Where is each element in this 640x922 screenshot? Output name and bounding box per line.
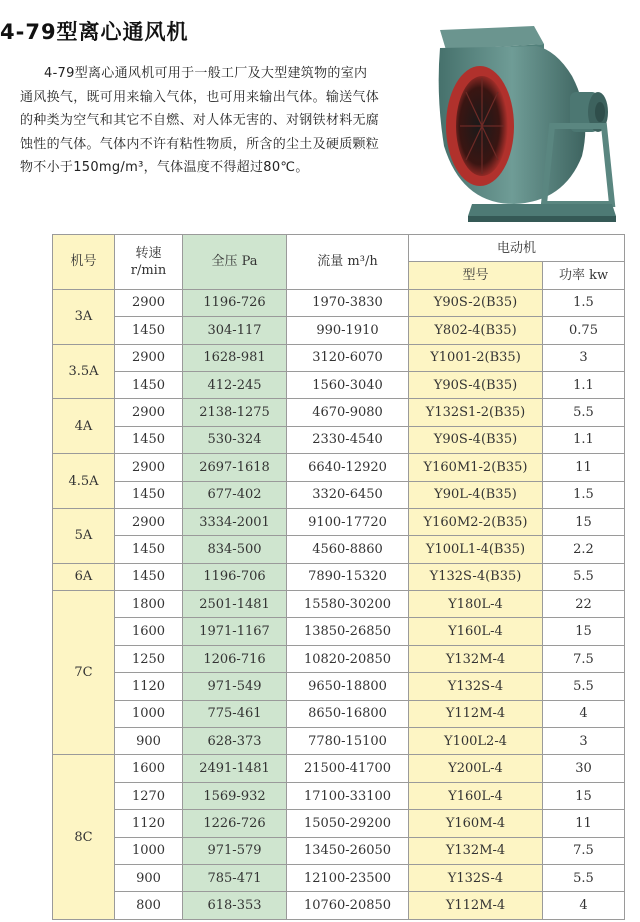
cell-motor-power: 5.5 [543, 673, 625, 700]
cell-flow: 3320-6450 [287, 481, 409, 508]
cell-motor-type: Y132M-4 [409, 645, 543, 672]
cell-motor-power: 30 [543, 755, 625, 782]
cell-motor-power: 3 [543, 728, 625, 755]
cell-flow: 4670-9080 [287, 399, 409, 426]
table-row [53, 700, 625, 727]
cell-speed: 1250 [115, 645, 183, 672]
cell-speed: 900 [115, 728, 183, 755]
header-motor: 电动机 [409, 235, 625, 262]
cell-speed: 1450 [115, 371, 183, 398]
cell-speed: 1450 [115, 317, 183, 344]
cell-pressure: 971-579 [183, 837, 287, 864]
cell-speed: 800 [115, 892, 183, 919]
cell-speed: 1600 [115, 618, 183, 645]
table-row [53, 810, 625, 837]
cell-motor-type: Y112M-4 [409, 700, 543, 727]
cell-model: 5A [53, 508, 115, 563]
cell-pressure: 618-353 [183, 892, 287, 919]
cell-flow: 15580-30200 [287, 591, 409, 618]
cell-speed: 2900 [115, 454, 183, 481]
table-row [53, 317, 625, 344]
cell-flow: 8650-16800 [287, 700, 409, 727]
cell-flow: 12100-23500 [287, 864, 409, 891]
cell-motor-power: 15 [543, 618, 625, 645]
cell-motor-power: 1.5 [543, 289, 625, 316]
cell-motor-power: 5.5 [543, 864, 625, 891]
cell-motor-type: Y132S-4 [409, 673, 543, 700]
cell-motor-type: Y90L-4(B35) [409, 481, 543, 508]
cell-speed: 900 [115, 864, 183, 891]
table-row [53, 728, 625, 755]
cell-motor-power: 7.5 [543, 645, 625, 672]
cell-speed: 1120 [115, 673, 183, 700]
header-pressure: 全压 Pa [183, 235, 287, 290]
table-row [53, 508, 625, 535]
cell-motor-power: 15 [543, 508, 625, 535]
cell-flow: 10760-20850 [287, 892, 409, 919]
cell-pressure: 628-373 [183, 728, 287, 755]
cell-pressure: 785-471 [183, 864, 287, 891]
cell-motor-power: 4 [543, 892, 625, 919]
cell-motor-power: 3 [543, 344, 625, 371]
cell-speed: 2900 [115, 289, 183, 316]
cell-flow: 21500-41700 [287, 755, 409, 782]
cell-pressure: 412-245 [183, 371, 287, 398]
cell-pressure: 971-549 [183, 673, 287, 700]
cell-pressure: 2491-1481 [183, 755, 287, 782]
cell-pressure: 2697-1618 [183, 454, 287, 481]
cell-pressure: 677-402 [183, 481, 287, 508]
table-row [53, 371, 625, 398]
cell-motor-type: Y100L2-4 [409, 728, 543, 755]
cell-flow: 1970-3830 [287, 289, 409, 316]
cell-motor-power: 0.75 [543, 317, 625, 344]
cell-model: 8C [53, 755, 115, 919]
table-row [53, 673, 625, 700]
table-row [53, 426, 625, 453]
header-motor-power: 功率 kw [543, 262, 625, 289]
cell-flow: 2330-4540 [287, 426, 409, 453]
cell-pressure: 1628-981 [183, 344, 287, 371]
cell-motor-type: Y1001-2(B35) [409, 344, 543, 371]
cell-pressure: 1971-1167 [183, 618, 287, 645]
cell-flow: 13850-26850 [287, 618, 409, 645]
cell-speed: 1450 [115, 481, 183, 508]
cell-speed: 1450 [115, 536, 183, 563]
cell-pressure: 775-461 [183, 700, 287, 727]
cell-model: 3A [53, 289, 115, 344]
table-row [53, 399, 625, 426]
cell-flow: 7780-15100 [287, 728, 409, 755]
cell-flow: 4560-8860 [287, 536, 409, 563]
cell-flow: 15050-29200 [287, 810, 409, 837]
cell-motor-power: 5.5 [543, 399, 625, 426]
cell-flow: 6640-12920 [287, 454, 409, 481]
cell-motor-power: 15 [543, 782, 625, 809]
table-row [53, 618, 625, 645]
cell-motor-power: 7.5 [543, 837, 625, 864]
table-row [53, 591, 625, 618]
table-row [53, 536, 625, 563]
cell-motor-power: 2.2 [543, 536, 625, 563]
header-flow: 流量 m³/h [287, 235, 409, 290]
cell-model: 4.5A [53, 454, 115, 509]
cell-pressure: 304-117 [183, 317, 287, 344]
cell-pressure: 2501-1481 [183, 591, 287, 618]
cell-motor-type: Y90S-4(B35) [409, 426, 543, 453]
table-row [53, 344, 625, 371]
cell-pressure: 834-500 [183, 536, 287, 563]
table-row [53, 864, 625, 891]
cell-speed: 1270 [115, 782, 183, 809]
centrifugal-fan-photo-icon [432, 26, 616, 222]
cell-motor-type: Y132S-4 [409, 864, 543, 891]
cell-motor-power: 22 [543, 591, 625, 618]
header-speed-label: 转速 [135, 245, 162, 261]
cell-motor-type: Y132S1-2(B35) [409, 399, 543, 426]
page-title: 4-79型离心通风机 [0, 20, 189, 44]
cell-model: 6A [53, 563, 115, 590]
cell-motor-type: Y160L-4 [409, 618, 543, 645]
cell-pressure: 2138-1275 [183, 399, 287, 426]
fan-spec-table [52, 234, 625, 920]
cell-motor-power: 1.1 [543, 371, 625, 398]
cell-flow: 3120-6070 [287, 344, 409, 371]
cell-motor-type: Y132S-4(B35) [409, 563, 543, 590]
cell-speed: 2900 [115, 344, 183, 371]
cell-motor-type: Y90S-4(B35) [409, 371, 543, 398]
table-row [53, 782, 625, 809]
cell-model: 3.5A [53, 344, 115, 399]
cell-motor-power: 1.1 [543, 426, 625, 453]
cell-speed: 1000 [115, 837, 183, 864]
cell-speed: 2900 [115, 399, 183, 426]
table-row [53, 645, 625, 672]
cell-model: 7C [53, 591, 115, 755]
cell-motor-type: Y90S-2(B35) [409, 289, 543, 316]
cell-pressure: 530-324 [183, 426, 287, 453]
cell-flow: 10820-20850 [287, 645, 409, 672]
cell-motor-type: Y100L1-4(B35) [409, 536, 543, 563]
cell-pressure: 1226-726 [183, 810, 287, 837]
cell-flow: 17100-33100 [287, 782, 409, 809]
intro-paragraph: 4-79型离心通风机可用于一般工厂及大型建筑物的室内通风换气，既可用来输入气体，也可用来输出气体。输送气体的种类为空气和其它不自燃、对人体无害的、对钢铁材料无腐蚀性的气体。气体内不许有粘性物质，所含的尘土及硬质颗粒物不小于150mg/m³，气体温度不得超过80℃。 [20, 66, 380, 175]
cell-speed: 1800 [115, 591, 183, 618]
cell-pressure: 1206-716 [183, 645, 287, 672]
table-row [53, 755, 625, 782]
cell-motor-type: Y200L-4 [409, 755, 543, 782]
cell-motor-power: 5.5 [543, 563, 625, 590]
cell-speed: 1600 [115, 755, 183, 782]
table-row [53, 837, 625, 864]
cell-flow: 9100-17720 [287, 508, 409, 535]
cell-motor-type: Y132M-4 [409, 837, 543, 864]
table-row [53, 289, 625, 316]
cell-motor-power: 4 [543, 700, 625, 727]
cell-flow: 7890-15320 [287, 563, 409, 590]
header-motor-type: 型号 [409, 262, 543, 289]
cell-pressure: 1196-706 [183, 563, 287, 590]
table-row [53, 563, 625, 590]
cell-model: 4A [53, 399, 115, 454]
cell-motor-type: Y160M2-2(B35) [409, 508, 543, 535]
cell-speed: 1450 [115, 426, 183, 453]
table-row [53, 481, 625, 508]
header-model: 机号 [53, 235, 115, 290]
cell-motor-type: Y160L-4 [409, 782, 543, 809]
cell-motor-type: Y160M1-2(B35) [409, 454, 543, 481]
cell-motor-type: Y160M-4 [409, 810, 543, 837]
cell-pressure: 1569-932 [183, 782, 287, 809]
header-speed [115, 235, 183, 290]
table-row [53, 892, 625, 919]
cell-motor-type: Y802-4(B35) [409, 317, 543, 344]
cell-flow: 9650-18800 [287, 673, 409, 700]
header-speed-unit: r/min [130, 262, 167, 278]
cell-motor-power: 1.5 [543, 481, 625, 508]
cell-flow: 1560-3040 [287, 371, 409, 398]
cell-speed: 1450 [115, 563, 183, 590]
cell-pressure: 1196-726 [183, 289, 287, 316]
cell-flow: 13450-26050 [287, 837, 409, 864]
cell-motor-power: 11 [543, 810, 625, 837]
table-row [53, 454, 625, 481]
cell-flow: 990-1910 [287, 317, 409, 344]
cell-motor-type: Y112M-4 [409, 892, 543, 919]
cell-pressure: 3334-2001 [183, 508, 287, 535]
cell-motor-type: Y180L-4 [409, 591, 543, 618]
cell-motor-power: 11 [543, 454, 625, 481]
cell-speed: 2900 [115, 508, 183, 535]
cell-speed: 1000 [115, 700, 183, 727]
cell-speed: 1120 [115, 810, 183, 837]
